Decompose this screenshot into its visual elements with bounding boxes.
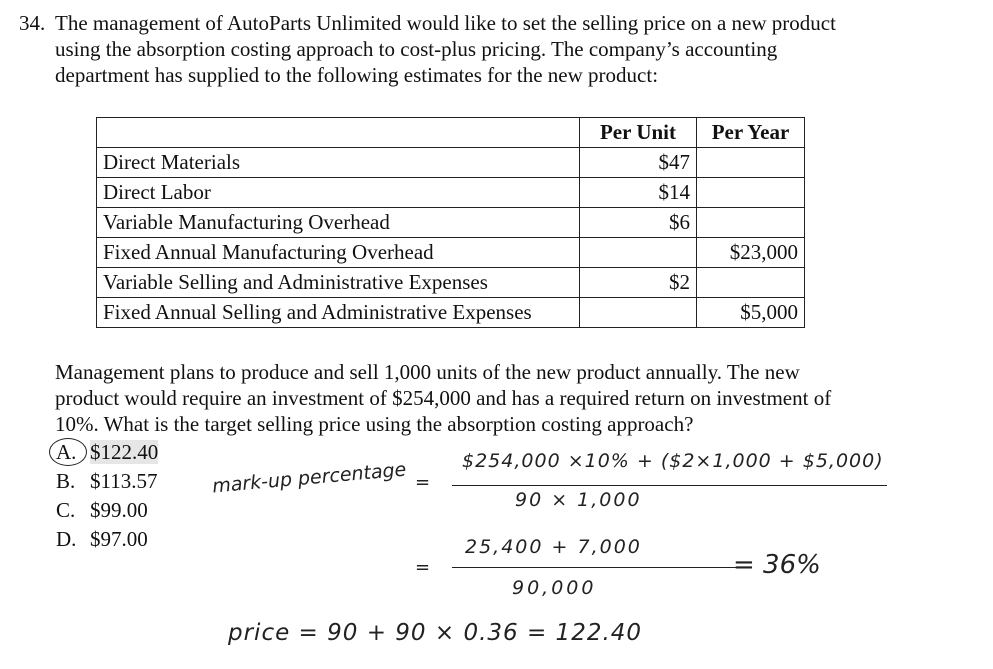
numerator-2: 25,400 + 7,000: [465, 536, 642, 558]
fraction-bar-2: [452, 567, 737, 568]
question-line-2: using the absorption costing approach to cost-plus pricing. The company’s accounting: [55, 37, 778, 61]
row-per-year: $23,000: [697, 238, 805, 268]
header-per-year: Per Year: [697, 118, 805, 148]
choice-letter: C.: [56, 498, 76, 522]
row-per-unit: $6: [580, 208, 697, 238]
paragraph-line-1: Management plans to produce and sell 1,000 units of the new product annually. The new: [55, 360, 800, 384]
row-per-year: [697, 208, 805, 238]
choice-c[interactable]: [56, 496, 158, 525]
choice-value: $113.57: [90, 469, 158, 493]
row-label: Fixed Annual Manufacturing Overhead: [97, 238, 580, 268]
choice-letter: D.: [56, 527, 77, 551]
markup-label: mark-up percentage: [211, 458, 408, 498]
row-per-unit: $2: [580, 268, 697, 298]
question-number: 34.: [19, 11, 46, 35]
estimates-table: [96, 117, 805, 328]
row-label: Direct Materials: [97, 148, 580, 178]
row-label: Variable Selling and Administrative Expenses: [97, 268, 580, 298]
choice-d[interactable]: [56, 525, 158, 554]
row-per-year: $5,000: [697, 298, 805, 328]
answer-choices: [56, 438, 158, 554]
denominator-1: 90 × 1,000: [515, 489, 642, 511]
question-line-3: department has supplied to the following estimates for the new product:: [55, 63, 659, 87]
choice-letter: B.: [56, 469, 76, 493]
header-blank-cell: [97, 118, 580, 148]
choice-value: $122.40: [90, 440, 159, 464]
row-label: Variable Manufacturing Overhead: [97, 208, 580, 238]
paragraph-line-2: product would require an investment of $254,000 and has a required return on investment of: [55, 386, 832, 410]
table-row: [97, 208, 805, 238]
numerator-1: $254,000 ×10% + ($2×1,000 + $5,000): [462, 450, 884, 472]
table-row: [97, 268, 805, 298]
price-calculation: price = 90 + 90 × 0.36 = 122.40: [228, 620, 643, 646]
row-per-unit: $14: [580, 178, 697, 208]
choice-value: $97.00: [90, 527, 148, 551]
table-row: [97, 238, 805, 268]
markup-result: = 36%: [733, 550, 821, 580]
table-row: [97, 148, 805, 178]
row-per-unit: [580, 238, 697, 268]
choice-value: $99.00: [90, 498, 148, 522]
question-line-1: The management of AutoParts Unlimited would like to set the selling price on a new product: [55, 11, 836, 35]
header-per-unit: Per Unit: [580, 118, 697, 148]
paragraph-line-3: 10%. What is the target selling price using the absorption costing approach?: [55, 412, 694, 436]
table-header-row: [97, 118, 805, 148]
choice-b[interactable]: [56, 467, 158, 496]
row-label: Direct Labor: [97, 178, 580, 208]
equals-sign-1: =: [415, 472, 431, 493]
selected-circle-mark: [49, 438, 87, 466]
row-label: Fixed Annual Selling and Administrative Expenses: [97, 298, 580, 328]
question-text: [19, 10, 979, 88]
table-row: [97, 178, 805, 208]
table-row: [97, 298, 805, 328]
choice-letter: A.: [56, 440, 77, 464]
equals-sign-2: =: [415, 557, 431, 578]
row-per-unit: [580, 298, 697, 328]
choice-a[interactable]: [56, 438, 158, 467]
denominator-2: 90,000: [512, 577, 597, 599]
row-per-unit: $47: [580, 148, 697, 178]
row-per-year: [697, 268, 805, 298]
row-per-year: [697, 148, 805, 178]
fraction-bar-1: [452, 485, 887, 486]
scenario-paragraph: [55, 359, 955, 437]
row-per-year: [697, 178, 805, 208]
